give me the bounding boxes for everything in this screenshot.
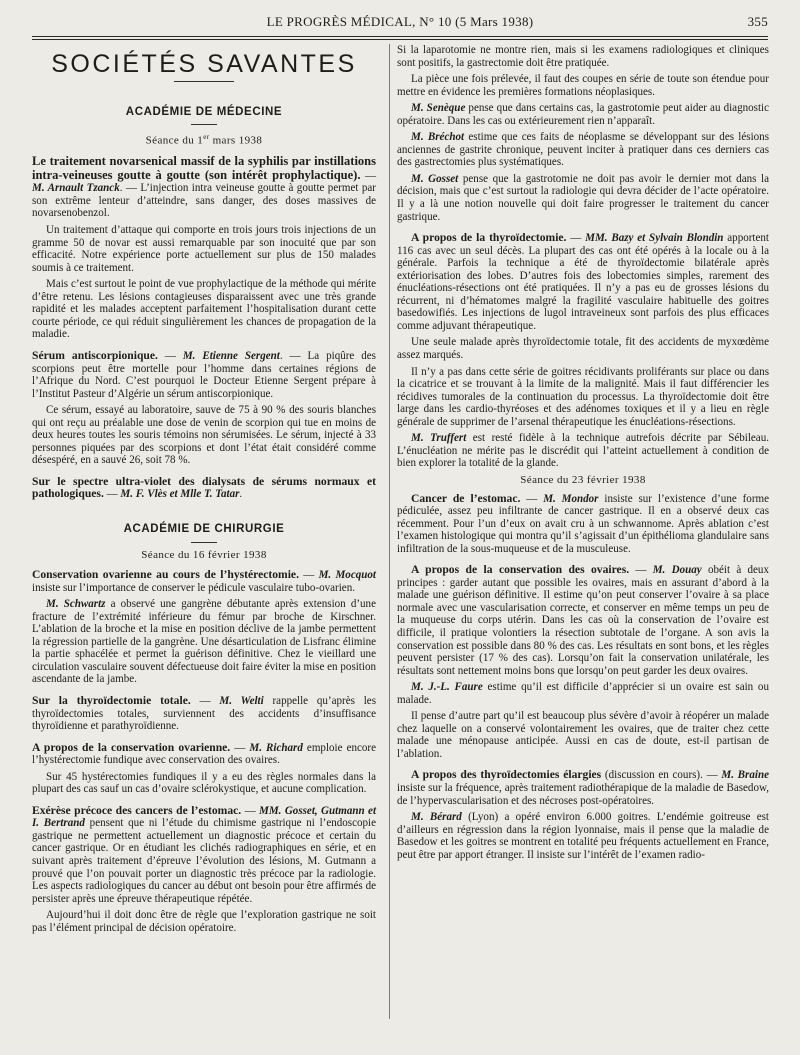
article-gosset: Exérèse précoce des cancers de l’estomac. — MM. Gosset, Gutmann et I. Bertrand pensent que ni l’étude du chimisme gastrique ni l’endoscopie gastrique ne permettent actuellement un diagnostic précoce et certain du cancer gastrique. Or en étudiant les clichés radiographiques en série, et en suivant après traitement d’épreuve l’évolution des lésions, M. Gutmann a prouvé que l’on pouvait porter un diagnostic très précoce par la radiologie. Les aspects radiologiques du cancer au début ont besoin pour être affirmés de persister après une épreuve thérapeutique répétée. bbox=[32, 803, 377, 905]
author: M. J.-L. Faure bbox=[411, 681, 483, 694]
author: M. F. Vlès et Mlle T. Tatar bbox=[120, 488, 240, 501]
article-mondor: Cancer de l’estomac. — M. Mondor insiste sur l’existence d’une forme pédiculée, assez peu infiltrante de cancer gastrique. Il en a observé deux cas récemment. Pour l’un d’eux on avait cru à un schwannome. Après ablation c’est l’examen histologique qui montra qu’il s’agissait d’un épithélioma glandulaire sans infiltration de la sous-muqueuse et de la musculeuse. bbox=[397, 491, 770, 555]
article-heading: Cancer de l’estomac. bbox=[411, 491, 521, 505]
article-heading: A propos de la conservation des ovaires. bbox=[411, 563, 630, 577]
article-heading: Le traitement novarsenical massif de la syphilis par instillations intra-veineuses goutte à goutte (son intérêt prophylactique). bbox=[32, 154, 376, 182]
session-date: Séance du 1er mars 1938 bbox=[145, 133, 263, 147]
article-heading: Sur la thyroïdectomie totale. bbox=[32, 693, 191, 707]
author: M. Schwartz bbox=[46, 598, 106, 611]
running-header bbox=[32, 14, 768, 36]
column-divider bbox=[389, 44, 390, 1019]
author: M. Etienne Sergent bbox=[182, 349, 280, 362]
author: MM. Bazy et Sylvain Blondin bbox=[585, 232, 724, 245]
article-welti: Sur la thyroïdectomie totale. — M. Welti rappelle qu’après les thyroïdectomies totales, surviennent des accidents d’insuffisance thyroïdienne et parathyroïdienne. bbox=[32, 693, 376, 733]
paragraph-seneque: M. Senèque pense que dans certains cas, la gastrotomie peut aider au diagnostic opératoire. Dans les cas ou extérieurement rien n’apparaît. bbox=[397, 102, 769, 127]
article-heading: Sur le spectre ultra-violet des dialysats de sérums normaux et pathologiques. bbox=[32, 474, 376, 501]
left-column bbox=[32, 44, 376, 938]
paragraph-brechot: M. Bréchot estime que ces faits de néoplasme se développant sur des lésions anciennes de gastrite chronique, peuvent inciter à pratiquer dans ces derniers cas des gastrectomies plus systématiques. bbox=[397, 131, 769, 169]
paragraph: Sur 45 hystérectomies fundiques il y a eu des règles normales dans la plupart des cas sauf un cas d’ovaire sclérokystique, et aucune complication. bbox=[32, 770, 376, 796]
paragraph-truffert: M. Truffert est resté fidèle à la technique autrefois décrite par Sébileau. L’énucléation ne mérite pas le discrédit qui l’atteint actuellement à condition de bien explorer la totalité de la glande. bbox=[397, 432, 769, 470]
author: M. Arnault Tzanck bbox=[32, 182, 120, 195]
author: M. Mocquot bbox=[318, 569, 376, 582]
paragraph: Une seule malade après thyroïdectomie totale, fit des accidents de myxœdème assez marqués. bbox=[397, 336, 769, 362]
paragraph-berard: M. Bérard (Lyon) a opéré environ 6.000 goitres. L’endémie goitreuse est d’ailleurs en régression dans la région lyonnaise, mais il pense que la maladie de Basedow et les goitres se montrent en totalité peu fréquents actuellement en France, peut être par apport étranger. Il insiste sur l’intérêt de l’examen radio- bbox=[397, 811, 769, 861]
paragraph-gosset: M. Gosset pense que la gastrotomie ne doit pas avoir le dernier mot dans la décision, mais que c’est surtout la radiologie qui devra décider de l’acte opératoire. Il y a là une notion nouvelle qui doit faire progresser le traitement du cancer gastrique. bbox=[397, 172, 770, 223]
paragraph: Mais c’est surtout le point de vue prophylactique de la méthode qui mérite d’être retenu. Les lésions contagieuses disparaissent avec une très grande rapidité et les malades acceptent parfaitement l’hospitalisation durant cette courte période, ce qui réduit singulièrement les chances de propagation de la maladie. bbox=[32, 278, 376, 341]
author: M. Gosset bbox=[411, 172, 459, 185]
paragraph-faure: M. J.-L. Faure estime qu’il est difficile d’apprécier si un ovaire est sain ou malade. bbox=[397, 681, 769, 706]
academy-heading-chirurgie: ACADÉMIE DE CHIRURGIE bbox=[123, 522, 285, 535]
author: M. Richard bbox=[249, 741, 303, 754]
header-rule bbox=[32, 36, 768, 37]
paragraph: Si la laparotomie ne montre rien, mais si les examens radiologiques et cliniques sont positifs, la gastrectomie doit être pratiquée. bbox=[397, 44, 769, 69]
section-title: SOCIÉTÉS SAVANTES bbox=[51, 50, 357, 78]
academy-rule bbox=[191, 542, 217, 543]
article-braine: A propos des thyroïdectomies élargies (discussion en cours). — M. Braine insiste sur la fréquence, après traitement radiothérapique de la maladie de Basedow, de l’hypervascularisation et des nécroses post-opératoires. bbox=[397, 768, 769, 807]
header-rule-double bbox=[32, 39, 768, 40]
academy-heading-medecine: ACADÉMIE DE MÉDECINE bbox=[125, 105, 283, 118]
author: M. Bérard bbox=[411, 811, 462, 824]
author: M. Bréchot bbox=[411, 131, 465, 144]
article-heading: A propos de la thyroïdectomie. bbox=[411, 231, 567, 245]
article-heading: Exérèse précoce des cancers de l’estomac. bbox=[32, 803, 242, 817]
article-heading: Sérum antiscorpionique. bbox=[32, 348, 158, 362]
title-rule bbox=[174, 81, 234, 82]
academy-rule bbox=[191, 124, 217, 125]
article-heading: A propos des thyroïdectomies élargies bbox=[411, 768, 602, 782]
article-vles: Sur le spectre ultra-violet des dialysats de sérums normaux et pathologiques. — M. F. Vlès et Mlle T. Tatar. bbox=[32, 474, 376, 501]
paragraph: Un traitement d’attaque qui comporte en trois jours trois injections de un gramme 50 de novar est aussi remarquable par son inocuité que par son efficacité. Notre expérience porte actuellement sur plus de 150 malades soumis à ce traitement. bbox=[32, 224, 376, 274]
paragraph: La pièce une fois prélevée, il faut des coupes en série de toute son étendue pour mettre en évidence les premières formations néoplasiques. bbox=[397, 73, 769, 98]
article-douay: A propos de la conservation des ovaires. — M. Douay obéit à deux principes : garder autant que possible les ovaires, mais en assurant d’abord à la malade une guérison définitive. Il estime qu’on peut conserver l’ovaire à sa place normale avec une vascularisation correcte, et conserver en même temps un peu de la muqueuse du corps utérin. Dans les cas où la conservation de l’ovaire est difficile, il pratique volontiers la résection subtotale de l’organe. A son avis la conservation est possible dans 80 % des cas. Les résultats en sont bons, et les règles peuvent persister (17 % des cas). Lorsqu’on fait la conservation unilatérale, les résultats sont nettement moins bons que lorsqu’on peut garder les deux ovaires. bbox=[397, 563, 769, 677]
article-sergent: Sérum antiscorpionique. — M. Etienne Sergent. — La piqûre des scorpions peut être mortelle pour l’homme dans certaines régions de l’Afrique du Nord. C’est pourquoi le Docteur Etienne Sergent prépare à l’Institut Pasteur d’Algérie un sérum antiscorpionique. bbox=[32, 348, 376, 400]
author: MM. Gosset, Gutmann et I. Bertrand bbox=[32, 804, 377, 830]
author: M. Braine bbox=[721, 769, 769, 782]
author: M. Mondor bbox=[543, 492, 599, 505]
session-date: Séance du 23 février 1938 bbox=[520, 473, 646, 486]
article-bazy: A propos de la thyroïdectomie. — MM. Bazy et Sylvain Blondin apportent 116 cas avec un seul décès. La plupart des cas ont été opérés à la locale ou à la générale. Parfois la technique a été de thyroïdectomie bilatérale après extériorisation des lobes. D’autres fois des lobectomies simples, rarement des énucléations-résections ont été pratiquées. Il n’y a pas eu de grosses lésions du récurrent, ni d’hématomes malgré la fragilité vasculaire habituelle des goitres basedowifiés. Les injections de lugol intraveineux sont parfois des plus efficaces comme adjuvant thérapeutique. bbox=[397, 231, 769, 332]
paragraph: Ce sérum, essayé au laboratoire, sauve de 75 à 90 % des souris blanches qui ont reçu au préalable une dose de venin de scorpion qui tue en moins de deux heures toutes les souris témoins non sérumisées. Le sérum, injecté à 33 personnes piquées par des scorpions et dont l’état était considéré comme désespéré, en a sauvé 26, soit 78 %. bbox=[32, 404, 376, 467]
running-title: LE PROGRÈS MÉDICAL, N° 10 (5 Mars 1938) bbox=[266, 14, 534, 29]
article-heading: Conservation ovarienne au cours de l’hystérectomie. bbox=[32, 568, 299, 582]
article-heading: A propos de la conservation ovarienne. bbox=[32, 740, 231, 754]
author: M. Douay bbox=[652, 564, 702, 577]
paragraph: Il n’y a pas dans cette série de goitres récidivants proliférants sur place ou dans la cicatrice et se trouvant à la limite de la malignité. Mais il faut différencier les récidives tumorales de la continuation du processus. La thyroïdectomie doit être large dans les cardio-thyréoses et des adénomes toxiques et il y a lieu en règle générale de supprimer de l’arsenal thérapeutique les énucléations-résections. bbox=[397, 365, 769, 428]
author: M. Senèque bbox=[411, 102, 466, 115]
paragraph: Il pense d’autre part qu’il est beaucoup plus sévère d’avoir à réopérer un malade chez laquelle on a conservé volontairement les ovaires, que de traiter chez cette malade une ménopause anticipée. Aussi en cas de doute, est-il partisan de l’ablation. bbox=[397, 710, 769, 760]
session-date: Séance du 16 février 1938 bbox=[141, 548, 267, 561]
right-column bbox=[397, 44, 769, 865]
article-tzanck: Le traitement novarsenical massif de la syphilis par instillations intra-veineuses goutte à goutte (son intérêt prophylactique). — M. Arnault Tzanck. — L’injection intra veineuse goutte à goutte permet par son extrême lenteur d’atteindre, sans danger, des doses massives de novarsenobenzol. bbox=[32, 154, 376, 220]
page-number: 355 bbox=[747, 14, 768, 29]
article-mocquot: Conservation ovarienne au cours de l’hystérectomie. — M. Mocquot insiste sur l’importance de conserver le pédicule vasculaire tubo-ovarien. bbox=[32, 568, 376, 594]
author: M. Welti bbox=[219, 694, 264, 707]
author: M. Truffert bbox=[411, 432, 467, 445]
article-richard: A propos de la conservation ovarienne. — M. Richard emploie encore l’hystérectomie fundique avec conservation des ovaires. bbox=[32, 740, 377, 767]
paragraph-schwartz: M. Schwartz a observé une gangrène débutante après extension d’une fracture de l’extrémité inférieure du fémur par broche de Kirschner. L’ablation de la broche et la mise en position déclive de la jambe permettent la régression partielle de la gangrène. Une désarticulation de Lisfranc élimine la partie sphacélée et permet la guérison définitive. Chez le vieillard une circulation vasculaire souvent défectueuse doit faire éviter la mise en position ascendante de la jambe. bbox=[32, 598, 376, 686]
paragraph: Aujourd’hui il doit donc être de règle que l’exploration gastrique ne soit pas l’élément principal de décision opératoire. bbox=[32, 909, 376, 934]
